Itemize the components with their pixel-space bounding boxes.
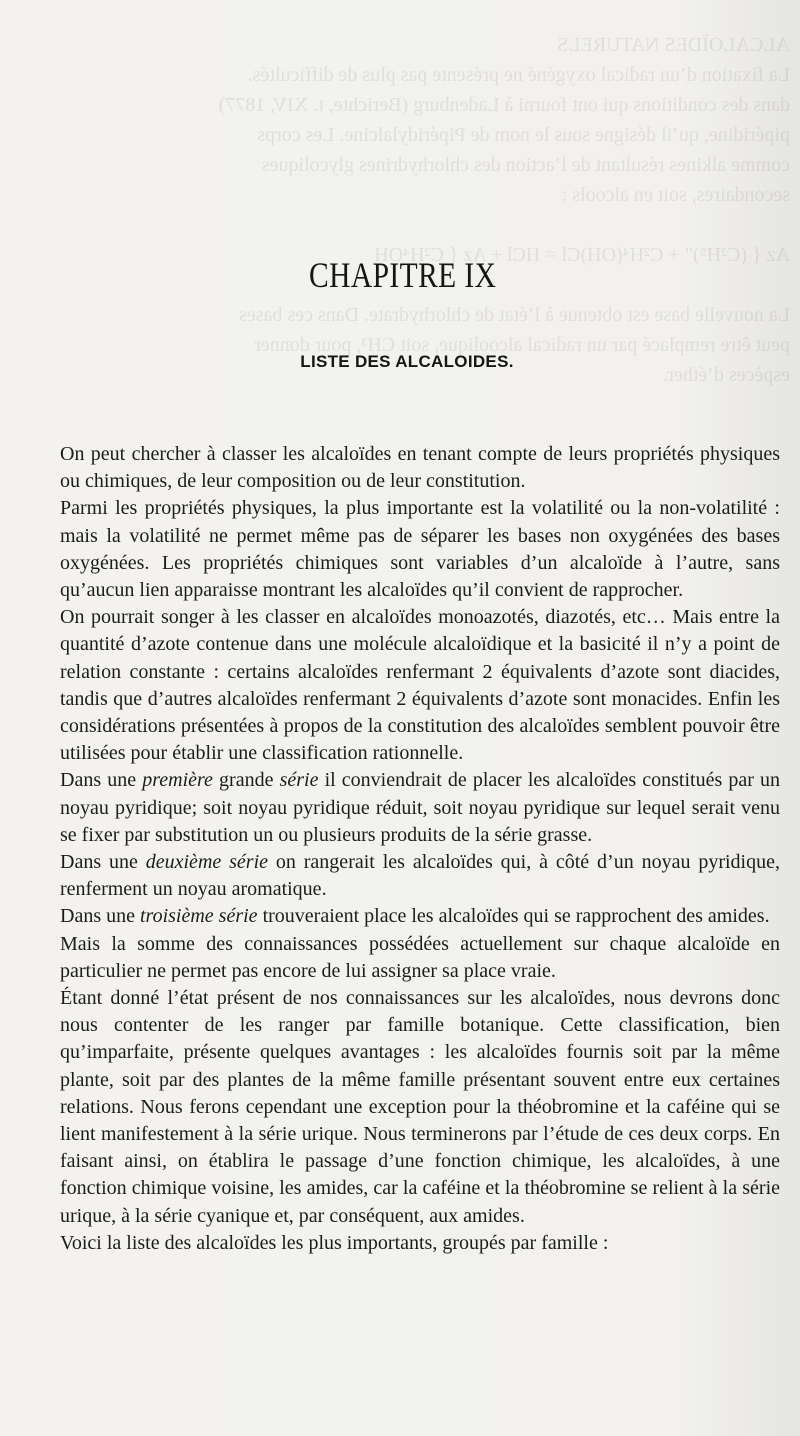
paragraph: Étant donné l’état présent de nos connaissances sur les alcaloïdes, nous devrons donc nous contenter de les ranger par famille botanique. Cette classification, bien qu’imparfaite, présente quelques avantages : les alcaloïdes fournis soit par la même plante, soit par des plantes de la même famille présentant souvent entre eux certaines relations. Nous ferons cependant une exception pour la théobromine et la caféine qui se lient manifestement à la série urique. Nous terminerons par l’étude de ces deux corps. En faisant ainsi, on établira le passage d’une fonction chimique, les alcaloïdes, à une fonction chimique voisine, les amides, car la caféine et la théobromine se relient à la série urique, à la série cyanique et, par conséquent, aux amides. (60, 987, 780, 1227)
emphasis: première (142, 769, 213, 792)
emphasis: deuxième série (145, 851, 269, 874)
paragraph: Dans une troisième série trouveraient place les alcaloïdes qui se rapprochent des amides. (60, 905, 770, 928)
paragraph: Mais la somme des connaissances possédées actuellement sur chaque alcaloïde en particulier ne permet pas encore de lui assigner sa place vraie. (60, 932, 780, 982)
paragraph: On peut chercher à classer les alcaloïdes en tenant compte de leurs propriétés physiques ou chimiques, de leur composition ou de leur constitution. (60, 443, 780, 493)
emphasis: série (279, 769, 319, 792)
paragraph: On pourrait songer à les classer en alcaloïdes monoazotés, diazotés, etc… Mais entre la quantité d’azote contenue dans une molécule alcaloïdique et la basicité il n’y a point de relation constante : certains alcaloïdes renfermant 2 équivalents d’azote sont diacides, tandis que d’autres alcaloïdes renfermant 2 équivalents d’azote sont monacides. Enfin les considérations présentées à propos de la constitution des alcaloïdes semblent pouvoir être utilisées pour établir une classification rationnelle. (60, 606, 780, 765)
paragraph: Dans une deuxième série on rangerait les alcaloïdes qui, à côté d’un noyau pyridique, renferment un noyau aromatique. (60, 851, 780, 901)
emphasis: troisième série (139, 905, 258, 928)
paragraph: Voici la liste des alcaloïdes les plus importants, groupés par famille : (60, 1231, 609, 1254)
paragraph: Dans une première grande série il conviendrait de placer les alcaloïdes constitués par un noyau pyridique; soit noyau pyridique réduit, soit noyau pyridique sur lequel serait venu se fixer par substitution un ou plusieurs produits de la série grasse. (60, 769, 780, 846)
paragraph: Parmi les propriétés physiques, la plus importante est la volatilité ou la non-volatilité : mais la volatilité ne permet même pas de séparer les bases non oxygénées des bases oxygénées. Les propriétés chimiques sont variables d’un alcaloïde à l’autre, sans qu’aucun lien apparaisse montrant les alcaloïdes qu’il convient de rapprocher. (60, 497, 780, 602)
body-text (60, 441, 780, 1257)
show-through-text: ALCALOÏDES NATURELS La fixation d’un radical oxygéné ne présente pas plus de difficultés. dans des conditions qui ont fourni à Ladenburg (Berichte, t. XIV, 1877) pipéridine, qu’il désigne sous le nom de Pipéridylalcine. Les corps comme alkines résultant de l’action des chlorhydrines glycoliques secondaires, soit en alcools : Az { (C²H⁵)″ + C²H⁴(OH)Cl = HCl + Az { C²H⁴OH La nouvelle base est obtenue à l’état de chlorhydrate. Dans ces bases peut être remplacé par un radical alcoolique, soit CH³, pour donner espèces d’éther. (218, 34, 790, 386)
section-title: LISTE DES ALCALOIDES. (300, 352, 514, 371)
chapter-title: CHAPITRE IX (309, 255, 497, 295)
